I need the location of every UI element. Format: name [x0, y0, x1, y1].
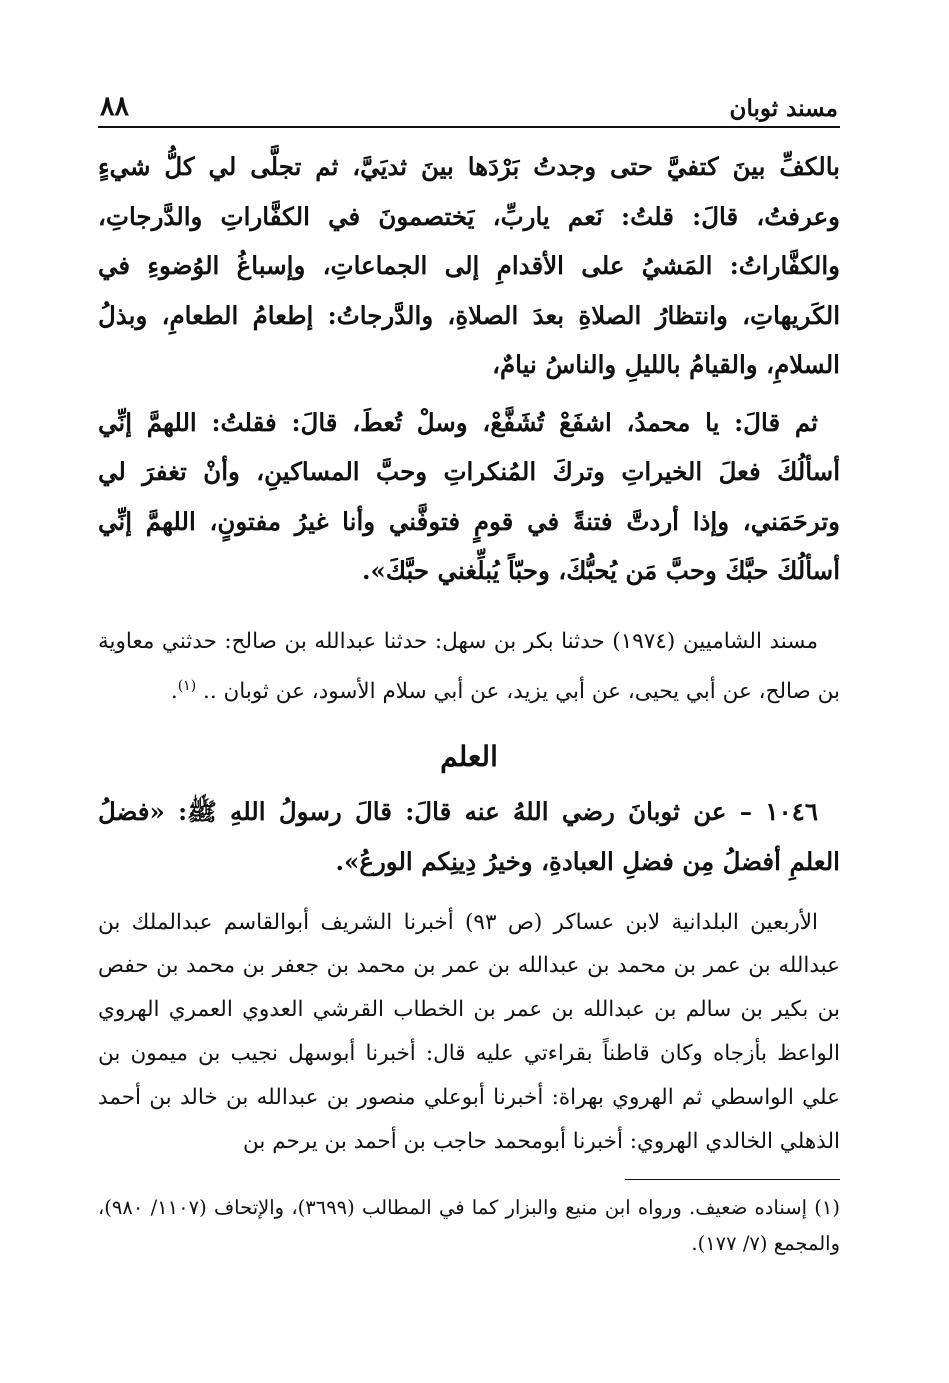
- hadith-1046: ١٠٤٦ – عن ثوبانَ رضي اللهُ عنه قالَ: قالَ رسولُ اللهِ ﷺ: «فضلُ العلمِ أفضلُ مِن فضلِ العبادةِ، وخيرُ دِينِكم الورعُ».: [98, 796, 840, 876]
- hadith-paragraph-2: ثم قالَ: يا محمدُ، اشفَعْ تُشَفَّعْ، وسلْ تُعطَ، قالَ: فقلتُ: اللهمَّ إنِّي أسألُكَ فعلَ الخيراتِ وتركَ المُنكراتِ وحبَّ المساكينِ، وأنْ تغفرَ لي وترحَمَني، وإذا أردتَّ فتنةً في قومٍ فتوفَّني وأنا غيرُ مفتونٍ، اللهمَّ إنِّي أسألُكَ حبَّكَ وحبَّ مَن يُحبُّكَ، وحبّاً يُبلِّغني حبَّكَ».: [98, 407, 840, 585]
- running-title: مسند ثوبان: [729, 95, 838, 122]
- hadith-continuation: [98, 142, 840, 596]
- hadith-paragraph-1: بالكفِّ بينَ كتفيَّ حتى وجدتُ بَرْدَها بينَ ثديَيَّ، ثم تجلَّى لي كلُّ شيءٍ وعرفتُ، قالَ: قلتُ: نَعم ياربِّ، يَختصمونَ في الكفَّاراتِ والدَّرجاتِ، والكفَّاراتُ: المَشيُ على الأقدامِ إلى الجماعاتِ، وإسباغُ الوُضوءِ في الكَريهاتِ، وانتظارُ الصلاةِ بعدَ الصلاةِ، والدَّرجاتُ: إطعامُ الطعامِ، وبذلُ السلامِ، والقيامُ بالليلِ والناسُ نيامٌ،: [98, 152, 840, 379]
- source-citation-1-end: .: [170, 678, 178, 704]
- page-number: ٨٨: [100, 91, 130, 122]
- source-citation-1-line: [98, 620, 840, 714]
- source-citation-1-text: مسند الشاميين (١٩٧٤) حدثنا بكر بن سهل: حدثنا عبدالله بن صالح: حدثني معاوية بن صالح، عن أبي يحيى، عن أبي يزيد، عن أبي سلام الأسود، عن ثوبان ..: [98, 628, 840, 704]
- footnote-1: (١) إسناده ضعيف. ورواه ابن منيع والبزار كما في المطالب (٣٦٩٩)، والإتحاف (١١٠٧/ ٩٨٠)، والمجمع (٧/ ١٧٧).: [98, 1196, 840, 1256]
- section-title: العلم: [440, 739, 498, 773]
- source-citation-1: [98, 620, 840, 714]
- footnote-ref-1: (١): [177, 677, 197, 694]
- footnote-divider: [625, 1179, 840, 1180]
- page-header: [98, 84, 840, 128]
- book-page: [98, 84, 840, 1262]
- source-citation-2: الأربعين البلدانية لابن عساكر (ص ٩٣) أخبرنا الشريف أبوالقاسم عبدالملك بن عبدالله بن عمر بن محمد بن عبدالله بن عمر بن محمد بن جعفر بن محمد بن حفص بن بكير بن سالم بن عبدالله بن عمر بن الخطاب القرشي العدوي العمري الهروي الواعظ بأزجاه وكان قاطناً بقراءتي عليه قال: أخبرنا أبوسهل نجيب بن ميمون بن علي الواسطي ثم الهروي بهراة: أخبرنا أبوعلي منصور بن عبدالله بن خالد بن أحمد الذهلي الخالدي الهروي: أخبرنا أبومحمد حاجب بن أحمد بن يرحم بن: [98, 909, 840, 1154]
